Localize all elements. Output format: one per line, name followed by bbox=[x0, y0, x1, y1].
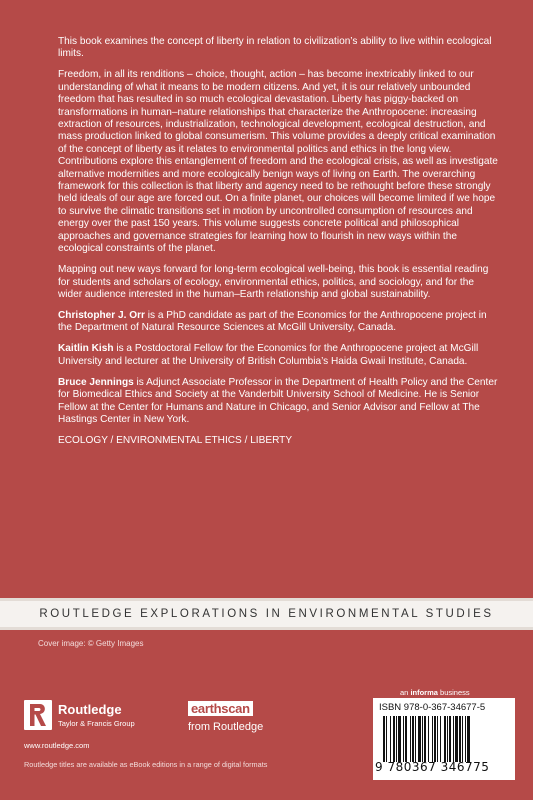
barcode-bar bbox=[418, 716, 421, 762]
author-bio bbox=[58, 343, 498, 368]
author-bio-text: is a Postdoctoral Fellow for the Economics for the Anthropocene project at McGill University and lecturer at the University of British Columbia’s Haida Gwaii Institute, Canada. bbox=[58, 343, 479, 367]
barcode-bar bbox=[449, 716, 451, 762]
barcode-bar bbox=[434, 716, 436, 762]
informa-business-note: an informa business bbox=[400, 688, 470, 697]
routledge-r-icon bbox=[24, 700, 52, 730]
barcode-bar bbox=[398, 716, 401, 762]
description-paragraph-2: Freedom, in all its renditions – choice, thought, action – has become inextricably linked to our understanding of what it means to be modern citizens. And yet, it is our relatively unbounded freedom that has resulted in so much ecological devastation. Liberty has piggy-backed on transformations in human–nature relationships that characterize the Anthropocene: increasing extraction of resources, industrialization, technological development, ecological destruction, and mass production linked to global consumerism. This volume provides a deeply critical examination of the concept of liberty as it relates to environmental politics and ethics in the long view. Contributions explore this entanglement of freedom and the ecological crisis, as well as investigate alternative modernities and more ecologically benign ways of living on Earth. The overarching framework for this collection is that liberty and agency need to be rethought before these strongly held ideals of our age are forced out. On a finite planet, our choices will become limited if we hope to survive the climatic transitions set in motion by uncontrolled consumption of resources and energy over the past 150 years. This volume suggests concrete political and philosophical approaches and governance strategies for learning how to flourish in new ways within the ecological constraints of the planet. bbox=[58, 69, 498, 255]
back-cover-text bbox=[58, 36, 498, 447]
barcode-digits: 9 780367 346775 bbox=[375, 760, 490, 774]
cover-credit: Cover image: © Getty Images bbox=[38, 639, 144, 648]
author-name: Kaitlin Kish bbox=[58, 343, 114, 355]
barcode-bar bbox=[455, 716, 458, 762]
barcode-icon bbox=[383, 716, 505, 762]
publisher-url: www.routledge.com bbox=[24, 741, 90, 750]
earthscan-logo bbox=[188, 700, 270, 738]
earthscan-subtitle: from Routledge bbox=[188, 721, 264, 733]
subject-categories: ECOLOGY / ENVIRONMENTAL ETHICS / LIBERTY bbox=[58, 434, 293, 446]
author-bio bbox=[58, 310, 498, 335]
author-bio-text: is Adjunct Associate Professor in the Department of Health Policy and the Center for Biomedical Ethics and Society at the Vanderbilt University School of Medicine. He is Senior Fellow at the Center for Humans and Nature in Chicago, and Senior Advisor and Fellow at The Hastings Center in New York. bbox=[58, 376, 498, 425]
barcode-bar bbox=[412, 716, 414, 762]
barcode-bar bbox=[462, 716, 463, 762]
author-name: Christopher J. Orr bbox=[58, 309, 145, 321]
barcode-bar bbox=[383, 716, 385, 762]
barcode-bar bbox=[415, 716, 416, 762]
barcode-bar bbox=[403, 716, 404, 762]
isbn-barcode-box bbox=[373, 698, 515, 780]
author-bio-text: is a PhD candidate as part of the Economics for the Anthropocene project in the Department of Natural Resource Sciences at McGill University, Canada. bbox=[58, 309, 487, 334]
barcode-bar bbox=[393, 716, 395, 762]
earthscan-wordmark: earthscan bbox=[188, 701, 253, 716]
isbn-label: ISBN 978-0-367-34677-5 bbox=[379, 702, 486, 713]
informa-brand: informa bbox=[410, 688, 438, 697]
series-band bbox=[0, 598, 533, 630]
barcode-bar bbox=[459, 716, 461, 762]
barcode-bar bbox=[424, 716, 426, 762]
barcode-bar bbox=[405, 716, 407, 762]
barcode-bar bbox=[465, 716, 466, 762]
description-paragraph-3: Mapping out new ways forward for long-term ecological well-being, this book is essential reading for students and scholars of ecology, environmental ethics, politics, and sociology, and for the wider audience interested in the human–Earth relationship and global sustainability. bbox=[58, 264, 489, 300]
barcode-bar bbox=[386, 716, 387, 762]
barcode-bar bbox=[440, 716, 441, 762]
description-paragraph-1: This book examines the concept of liberty in relation to civilization’s ability to live within ecological limits. bbox=[58, 36, 492, 60]
barcode-bar bbox=[390, 716, 391, 762]
barcode-bar bbox=[428, 716, 429, 762]
barcode-bar bbox=[422, 716, 423, 762]
barcode-bar bbox=[396, 716, 397, 762]
barcode-bar bbox=[437, 716, 438, 762]
ebook-note: Routledge titles are available as eBook editions in a range of digital formats bbox=[24, 760, 268, 769]
series-title: ROUTLEDGE EXPLORATIONS IN ENVIRONMENTAL STUDIES bbox=[39, 608, 494, 620]
barcode-bar bbox=[410, 716, 411, 762]
barcode-bar bbox=[444, 716, 446, 762]
barcode-bar bbox=[467, 716, 470, 762]
barcode-bar bbox=[447, 716, 448, 762]
barcode-bar bbox=[432, 716, 433, 762]
publisher-name: Routledge bbox=[58, 702, 122, 717]
author-bio bbox=[58, 377, 498, 427]
barcode-bar bbox=[453, 716, 454, 762]
author-name: Bruce Jennings bbox=[58, 376, 134, 388]
publisher-group: Taylor & Francis Group bbox=[58, 719, 135, 728]
routledge-logo bbox=[24, 700, 135, 740]
